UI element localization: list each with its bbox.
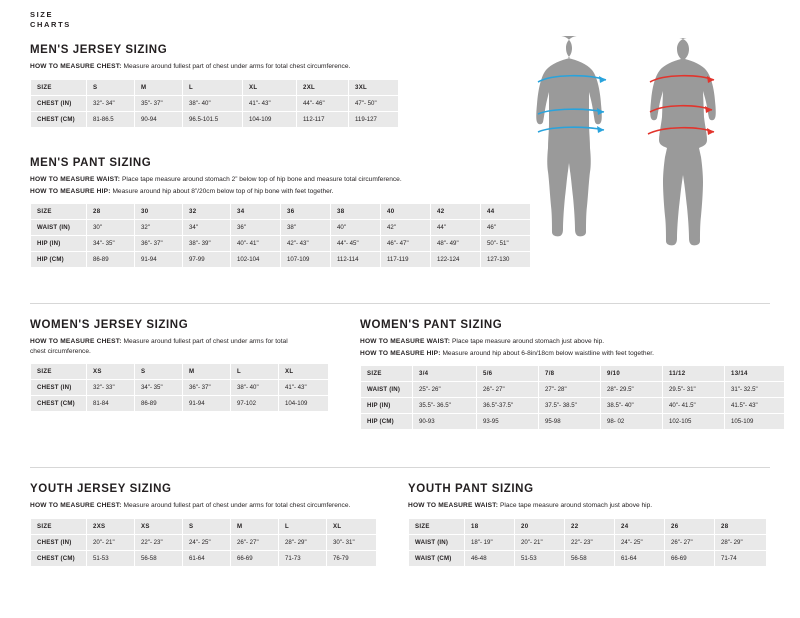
table-header-cell: S [135, 364, 183, 380]
section-youth-pant [408, 483, 767, 567]
howto-text: Place tape measure around stomach 2” below top of hip bone and measure total circumference. [120, 176, 402, 183]
howto-text: Measure around fullest part of chest under arms for total chest circumference. [121, 502, 351, 509]
table-cell: 44"- 45" [331, 236, 381, 252]
table-cell: 48"- 49" [431, 236, 481, 252]
table-cell: 32"- 34" [87, 95, 135, 111]
table-row [31, 534, 377, 550]
table-cell: 97-102 [231, 396, 279, 412]
table-header-cell: S [183, 518, 231, 534]
table-row [361, 398, 785, 414]
table-cell: 122-124 [431, 252, 481, 268]
table-cell: 31"- 32.5" [725, 382, 785, 398]
table-cell: 81-84 [87, 396, 135, 412]
table-row-label: HIP (CM) [361, 414, 413, 430]
table-row-label: CHEST (CM) [31, 111, 87, 127]
table-cell: 105-109 [725, 414, 785, 430]
table-cell: 38"- 39" [183, 236, 231, 252]
table-cell: 71-73 [279, 550, 327, 566]
table-header-cell: 24 [615, 518, 665, 534]
table-row-label: HIP (IN) [361, 398, 413, 414]
howto-chest [30, 501, 360, 511]
table-header-cell: M [231, 518, 279, 534]
table-cell: 76-79 [327, 550, 377, 566]
table-cell: 29.5"- 31" [663, 382, 725, 398]
table-row-label: HIP (IN) [31, 236, 87, 252]
table-row [31, 396, 329, 412]
table-row-label: WAIST (IN) [409, 534, 465, 550]
table-youth-jersey [30, 518, 377, 567]
table-row-label: CHEST (IN) [31, 380, 87, 396]
table-cell: 26"- 27" [477, 382, 539, 398]
howto-label: HOW TO MEASURE WAIST: [30, 176, 121, 183]
table-cell: 56-58 [565, 550, 615, 566]
table-cell: 20"- 21" [515, 534, 565, 550]
table-cell: 24"- 25" [183, 534, 231, 550]
table-header-row [409, 518, 767, 534]
table-cell: 30" [87, 220, 135, 236]
table-cell: 127-130 [481, 252, 531, 268]
table-row [361, 414, 785, 430]
table-cell: 102-104 [231, 252, 281, 268]
table-header-cell: 36 [281, 204, 331, 220]
table-cell: 22"- 23" [135, 534, 183, 550]
table-row [409, 550, 767, 566]
table-cell: 27"- 28" [539, 382, 601, 398]
table-header-cell: 28 [715, 518, 767, 534]
table-cell: 104-109 [243, 111, 297, 127]
table-row [31, 236, 531, 252]
howto-chest [30, 337, 302, 356]
table-cell: 42"- 43" [281, 236, 331, 252]
table-header-row [31, 518, 377, 534]
table-header-cell: SIZE [31, 364, 87, 380]
table-header-cell: L [279, 518, 327, 534]
table-cell: 102-105 [663, 414, 725, 430]
table-header-cell: XL [327, 518, 377, 534]
table-cell: 46" [481, 220, 531, 236]
howto-label: HOW TO MEASURE CHEST: [30, 338, 122, 345]
body-diagrams [520, 30, 780, 280]
table-row [31, 111, 399, 127]
table-header-cell: L [183, 79, 243, 95]
table-row [31, 220, 531, 236]
table-cell: 51-53 [87, 550, 135, 566]
section-title: MEN'S PANT SIZING [30, 157, 152, 169]
table-header-cell: 44 [481, 204, 531, 220]
table-cell: 28"- 29" [715, 534, 767, 550]
table-row-label: CHEST (CM) [31, 396, 87, 412]
table-cell: 28"- 29" [279, 534, 327, 550]
howto-text: Measure around fullest part of chest under arms for total chest circumference. [30, 338, 288, 355]
table-cell: 86-89 [87, 252, 135, 268]
table-header-cell: 20 [515, 518, 565, 534]
table-cell: 36"- 37" [183, 380, 231, 396]
table-header-cell: 26 [665, 518, 715, 534]
table-cell: 34"- 35" [87, 236, 135, 252]
table-cell: 34"- 35" [135, 380, 183, 396]
table-header-cell: SIZE [31, 204, 87, 220]
table-cell: 36.5"-37.5" [477, 398, 539, 414]
section-womens-pant [360, 319, 785, 430]
table-cell: 97-99 [183, 252, 231, 268]
table-cell: 42" [381, 220, 431, 236]
section-title: WOMEN'S PANT SIZING [360, 319, 503, 331]
table-cell: 44"- 46" [297, 95, 349, 111]
table-cell: 66-69 [665, 550, 715, 566]
table-cell: 34" [183, 220, 231, 236]
table-header-cell: SIZE [31, 79, 87, 95]
table-row [409, 534, 767, 550]
table-cell: 38.5"- 40" [601, 398, 663, 414]
table-row-label: WAIST (IN) [31, 220, 87, 236]
table-cell: 47"- 50" [349, 95, 399, 111]
howto-hip [30, 187, 531, 197]
table-header-cell: 9/10 [601, 366, 663, 382]
table-cell: 91-94 [183, 396, 231, 412]
table-cell: 104-109 [279, 396, 329, 412]
table-header-cell: 11/12 [663, 366, 725, 382]
table-cell: 24"- 25" [615, 534, 665, 550]
howto-label: HOW TO MEASURE HIP: [30, 187, 111, 195]
page-title [30, 10, 71, 30]
table-cell: 18"- 19" [465, 534, 515, 550]
table-cell: 95-98 [539, 414, 601, 430]
table-row-label: WAIST (IN) [361, 382, 413, 398]
table-cell: 90-93 [413, 414, 477, 430]
table-youth-pant [408, 518, 767, 567]
table-mens-pant [30, 203, 531, 268]
table-header-cell: 42 [431, 204, 481, 220]
table-cell: 36" [231, 220, 281, 236]
table-header-cell: 30 [135, 204, 183, 220]
table-header-cell: SIZE [31, 518, 87, 534]
table-cell: 32" [135, 220, 183, 236]
howto-label: HOW TO MEASURE HIP: [360, 349, 441, 357]
table-header-cell: 40 [381, 204, 431, 220]
table-header-cell: 2XL [297, 79, 349, 95]
table-cell: 61-64 [183, 550, 231, 566]
table-cell: 22"- 23" [565, 534, 615, 550]
section-womens-jersey [30, 319, 329, 412]
table-cell: 117-119 [381, 252, 431, 268]
section-title: YOUTH PANT SIZING [408, 483, 534, 495]
table-header-cell: SIZE [409, 518, 465, 534]
table-cell: 46-48 [465, 550, 515, 566]
divider-1 [30, 303, 770, 304]
table-header-cell: 13/14 [725, 366, 785, 382]
table-row-label: CHEST (IN) [31, 95, 87, 111]
table-header-cell: 5/6 [477, 366, 539, 382]
table-header-cell: 7/8 [539, 366, 601, 382]
table-cell: 41.5"- 43" [725, 398, 785, 414]
table-cell: 38"- 40" [231, 380, 279, 396]
table-header-cell: M [183, 364, 231, 380]
table-header-cell: 18 [465, 518, 515, 534]
table-cell: 81-86.5 [87, 111, 135, 127]
table-cell: 86-89 [135, 396, 183, 412]
section-title: YOUTH JERSEY SIZING [30, 483, 172, 495]
table-womens-pant [360, 365, 785, 430]
section-mens-jersey [30, 44, 399, 128]
male-body-diagram [536, 36, 606, 236]
page-title-line1: SIZE [30, 10, 54, 19]
table-cell: 90-94 [135, 111, 183, 127]
table-cell: 41"- 43" [243, 95, 297, 111]
table-cell: 41"- 43" [279, 380, 329, 396]
table-cell: 51-53 [515, 550, 565, 566]
table-header-cell: 28 [87, 204, 135, 220]
table-cell: 107-109 [281, 252, 331, 268]
table-header-cell: 3/4 [413, 366, 477, 382]
table-cell: 40"- 41" [231, 236, 281, 252]
table-cell: 28"- 29.5" [601, 382, 663, 398]
table-row [361, 382, 785, 398]
howto-label: HOW TO MEASURE CHEST: [30, 63, 122, 70]
table-row-label: WAIST (CM) [409, 550, 465, 566]
table-cell: 66-69 [231, 550, 279, 566]
howto-label: HOW TO MEASURE CHEST: [30, 502, 122, 509]
table-row [31, 380, 329, 396]
table-cell: 35.5"- 36.5" [413, 398, 477, 414]
table-header-cell: L [231, 364, 279, 380]
table-row-label: CHEST (IN) [31, 534, 87, 550]
table-header-cell: 2XS [87, 518, 135, 534]
page-title-line2: CHARTS [30, 20, 71, 29]
table-header-cell: 22 [565, 518, 615, 534]
howto-text: Measure around hip about 8”/20cm below top of hip bone with feet together. [110, 187, 334, 195]
table-header-cell: 34 [231, 204, 281, 220]
table-cell: 36"- 37" [135, 236, 183, 252]
howto-label: HOW TO MEASURE WAIST: [360, 338, 451, 345]
table-header-cell: 3XL [349, 79, 399, 95]
table-cell: 32"- 33" [87, 380, 135, 396]
table-cell: 96.5-101.5 [183, 111, 243, 127]
table-cell: 20"- 21" [87, 534, 135, 550]
table-cell: 30"- 31" [327, 534, 377, 550]
table-cell: 26"- 27" [665, 534, 715, 550]
table-header-cell: XS [135, 518, 183, 534]
table-cell: 40" [331, 220, 381, 236]
table-cell: 91-94 [135, 252, 183, 268]
table-header-row [31, 204, 531, 220]
table-header-cell: XL [279, 364, 329, 380]
table-header-row [31, 364, 329, 380]
table-cell: 119-127 [349, 111, 399, 127]
table-cell: 93-95 [477, 414, 539, 430]
howto-text: Place tape measure around stomach just above hip. [498, 502, 653, 509]
table-header-row [31, 79, 399, 95]
table-cell: 26"- 27" [231, 534, 279, 550]
divider-2 [30, 467, 770, 468]
howto-hip [360, 349, 760, 359]
section-youth-jersey [30, 483, 377, 567]
table-header-cell: M [135, 79, 183, 95]
howto-waist [30, 175, 531, 185]
table-cell: 50"- 51" [481, 236, 531, 252]
table-cell: 40"- 41.5" [663, 398, 725, 414]
table-header-cell: XS [87, 364, 135, 380]
howto-chest [30, 62, 399, 72]
table-row [31, 550, 377, 566]
female-body-diagram [648, 38, 716, 245]
table-row [31, 252, 531, 268]
table-row [31, 95, 399, 111]
table-header-cell: SIZE [361, 366, 413, 382]
table-cell: 56-58 [135, 550, 183, 566]
howto-label: HOW TO MEASURE WAIST: [408, 502, 499, 509]
table-cell: 112-117 [297, 111, 349, 127]
howto-waist [408, 501, 758, 511]
table-cell: 38" [281, 220, 331, 236]
section-title: MEN'S JERSEY SIZING [30, 44, 168, 56]
section-title: WOMEN'S JERSEY SIZING [30, 319, 189, 331]
section-mens-pant [30, 157, 531, 268]
table-header-cell: S [87, 79, 135, 95]
table-cell: 112-114 [331, 252, 381, 268]
table-header-cell: 32 [183, 204, 231, 220]
table-cell: 46"- 47" [381, 236, 431, 252]
table-row-label: HIP (CM) [31, 252, 87, 268]
howto-text: Measure around hip about 6-8in/18cm below waistline with feet together. [440, 349, 654, 357]
table-cell: 25"- 26" [413, 382, 477, 398]
table-cell: 37.5"- 38.5" [539, 398, 601, 414]
table-mens-jersey [30, 79, 399, 128]
howto-waist [360, 337, 760, 347]
howto-text: Place tape measure around stomach just above hip. [450, 338, 605, 345]
table-header-row [361, 366, 785, 382]
table-womens-jersey [30, 363, 329, 412]
table-cell: 61-64 [615, 550, 665, 566]
howto-text: Measure around fullest part of chest under arms for total chest circumference. [121, 63, 351, 70]
table-header-cell: XL [243, 79, 297, 95]
table-cell: 71-74 [715, 550, 767, 566]
table-cell: 38"- 40" [183, 95, 243, 111]
table-row-label: CHEST (CM) [31, 550, 87, 566]
table-cell: 44" [431, 220, 481, 236]
table-cell: 98- 02 [601, 414, 663, 430]
table-header-cell: 38 [331, 204, 381, 220]
table-cell: 35"- 37" [135, 95, 183, 111]
